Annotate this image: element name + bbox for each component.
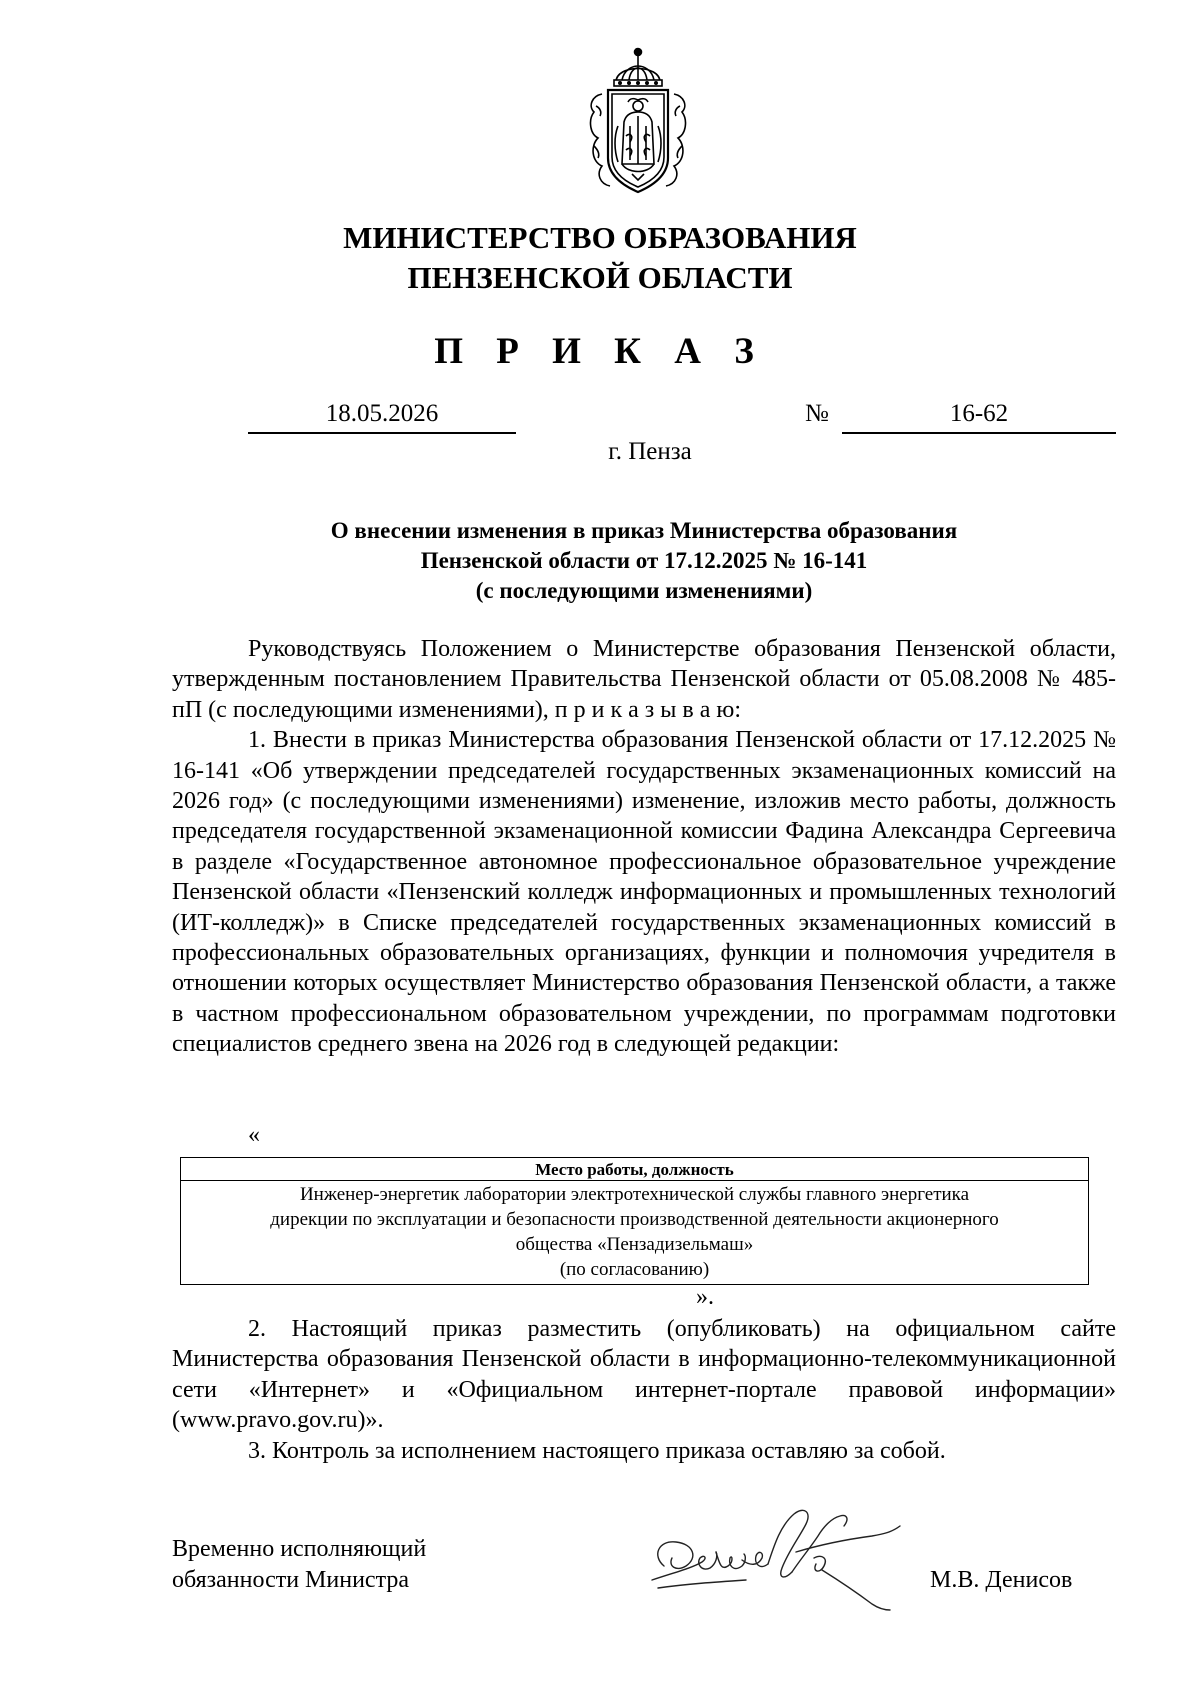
quote-close-mark: ». — [696, 1284, 714, 1310]
workplace-line4: (по согласованию) — [559, 1259, 710, 1280]
ministry-name — [0, 218, 1200, 298]
order-date: 18.05.2026 — [248, 398, 516, 434]
order-body-part2 — [172, 1314, 1116, 1466]
workplace-line2: дирекции по эксплуатации и безопасности производственной деятельности акционерного — [270, 1209, 999, 1230]
preamble-paragraph: Руководствуясь Положением о Министерстве образования Пензенской области, утвержденным постановлением Правительства Пензенской области от 05.08.2008 № 485-пП (с последующими изменениями), п р и к а з ы в а ю: — [172, 636, 1116, 723]
penza-region-coat-of-arms-icon — [582, 46, 694, 196]
item-3-paragraph: 3. Контроль за исполнением настоящего приказа оставляю за собой. — [248, 1437, 946, 1464]
order-subject — [172, 516, 1116, 606]
ministry-name-line2: ПЕНЗЕНСКОЙ ОБЛАСТИ — [407, 260, 793, 295]
subject-line2: Пензенской области от 17.12.2025 № 16-141 — [420, 548, 868, 573]
subject-line1: О внесении изменения в приказ Министерства образования — [330, 518, 958, 543]
workplace-table — [180, 1157, 1089, 1285]
table-header-cell: Место работы, должность — [181, 1158, 1089, 1181]
table-workplace-cell — [181, 1181, 1089, 1285]
signatory-position-line2: обязанности Министра — [172, 1567, 410, 1593]
workplace-line3: общества «Пензадизельмаш» — [515, 1234, 754, 1255]
workplace-line1: Инженер-энергетик лаборатории электротехнической службы главного энергетика — [299, 1184, 970, 1205]
ministry-name-line1: МИНИСТЕРСТВО ОБРАЗОВАНИЯ — [343, 220, 857, 255]
number-sign: № — [805, 400, 829, 427]
order-number: 16-62 — [842, 398, 1116, 434]
signatory-position — [172, 1534, 426, 1596]
item-1-paragraph: 1. Внести в приказ Министерства образования Пензенской области от 17.12.2025 № 16-141 «Об утверждении председателей государственных экзаменационных комиссий на 2026 год» (с последующими изменениями) изменение, изложив место работы, должность председателя государственной экзаменационной комиссии Фадина Александра Сергеевича в разделе «Государственное автономное профессиональное образовательное учреждение Пензенской области «Пензенский колледж информационных и промышленных технологий (ИТ-колледж)» в Списке председателей государственных экзаменационных комиссий в профессиональных образовательных организациях, функции и полномочия учредителя в отношении которых осуществляет Министерство образования Пензенской области, а также в частном профессиональном образовательном учреждении, по программам подготовки специалистов среднего звена на 2026 год в следующей редакции: — [172, 727, 1116, 1058]
item-2-paragraph: 2. Настоящий приказ разместить (опубликовать) на официальном сайте Министерства образования Пензенской области в информационно-телекоммуникационной сети «Интернет» и «Официальном интернет-портале правовой информации» (www.pravo.gov.ru)». — [172, 1316, 1116, 1434]
subject-line3: (с последующими изменениями) — [475, 578, 813, 603]
order-city: г. Пенза — [608, 438, 692, 465]
document-type-title: П Р И К А З — [434, 331, 766, 372]
order-body-part1 — [172, 634, 1116, 1060]
signatory-name: М.В. Денисов — [930, 1567, 1073, 1593]
quote-open-mark: « — [248, 1122, 260, 1148]
handwritten-signature — [646, 1496, 914, 1614]
signatory-position-line1: Временно исполняющий — [172, 1536, 427, 1562]
